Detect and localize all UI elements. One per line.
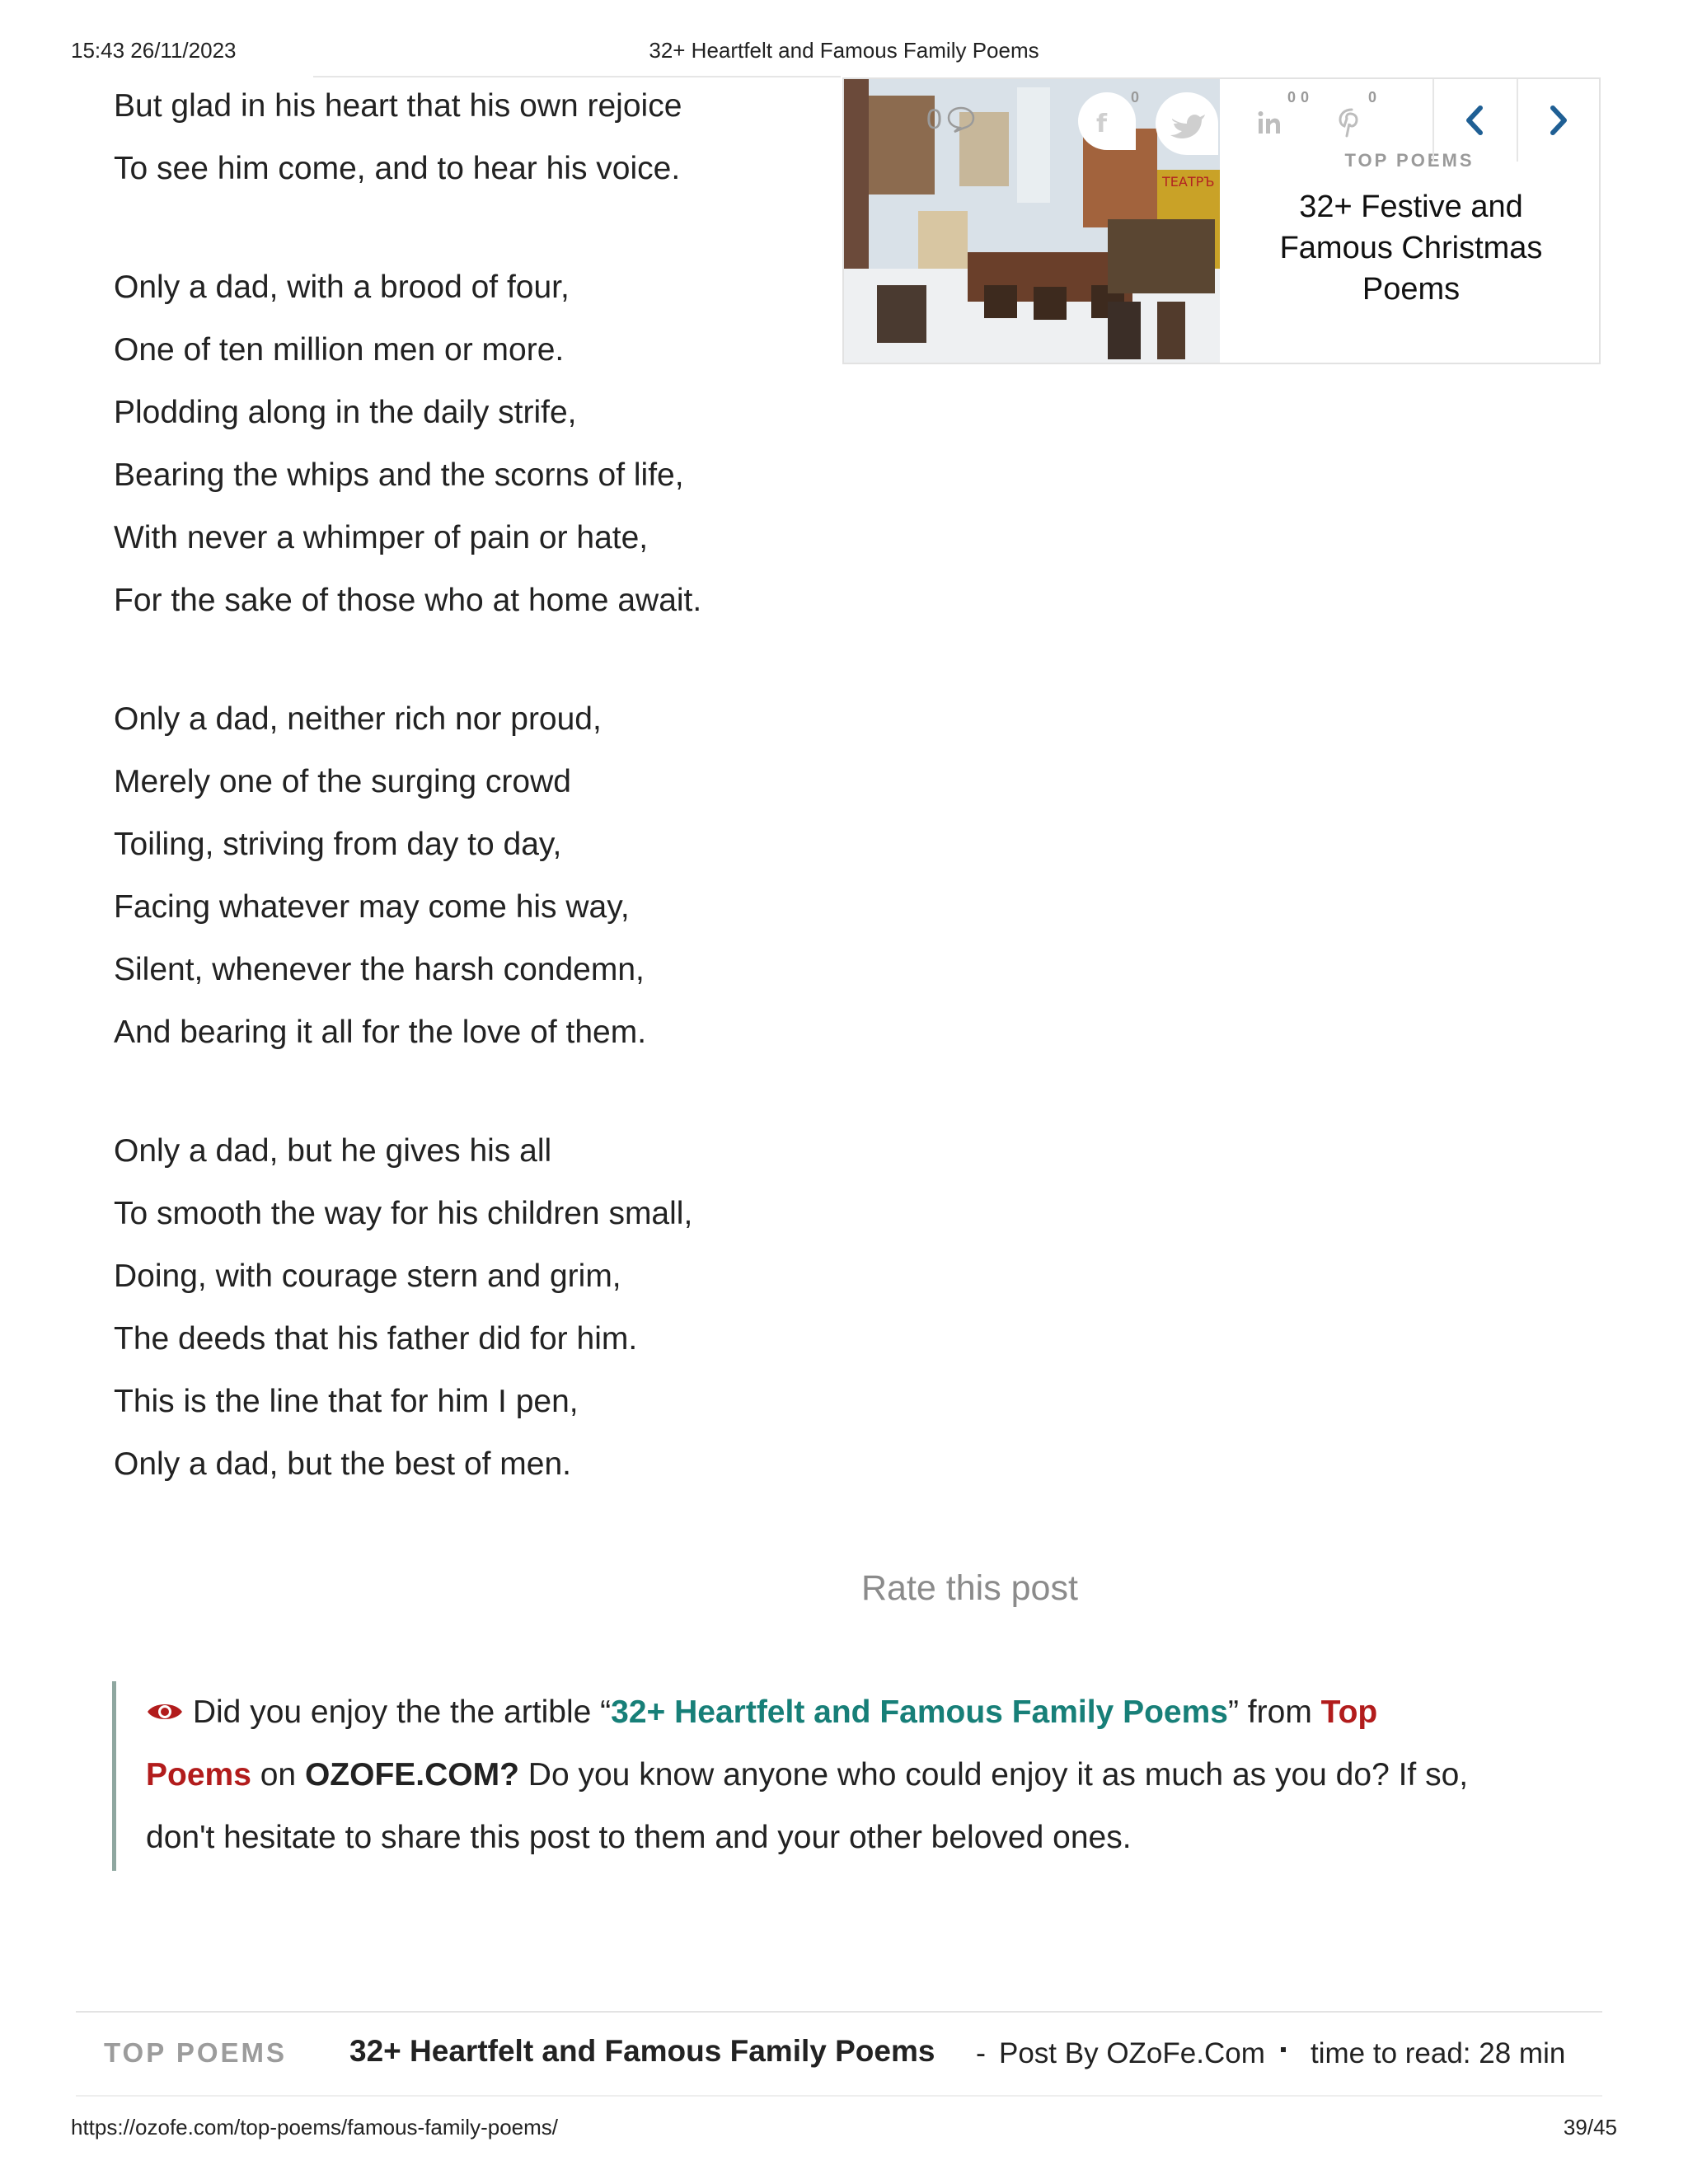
prompt-category-link-poems[interactable]: Poems (146, 1757, 251, 1793)
poem-line: Merely one of the surging crowd (114, 764, 571, 799)
prompt-prefix: Did you enjoy the the artible “ (184, 1694, 612, 1730)
comment-count-item[interactable] (923, 79, 989, 162)
prompt-category-link-top[interactable]: Top (1320, 1694, 1378, 1730)
eye-icon (146, 1699, 184, 1724)
rate-this-post[interactable]: Rate this post (861, 1568, 1078, 1608)
prompt-article-link[interactable]: 32+ Heartfelt and Famous Family Poems (611, 1694, 1228, 1730)
prompt-site-name: OZOFE.COM? (304, 1757, 519, 1793)
poem-line: Only a dad, neither rich nor proud, (114, 701, 602, 737)
print-url: https://ozofe.com/top-poems/famous-family-poems/ (71, 2115, 559, 2139)
stanza-gap (114, 1071, 823, 1127)
linkedin-icon (1256, 109, 1284, 137)
top-divider (313, 76, 841, 77)
poem-line: To see him come, and to hear his voice. (114, 151, 681, 186)
poem-line: But glad in his heart that his own rejoice (114, 88, 682, 124)
twitter-count: 0 (1301, 89, 1310, 105)
bar-author: Post By OZoFe.Com (999, 2037, 1265, 2069)
poem-line: This is the line that for him I pen, (114, 1384, 579, 1419)
prompt-on: on (251, 1757, 305, 1793)
bar-dot-separator (1281, 2047, 1286, 2052)
twitter-icon (1152, 89, 1221, 158)
poem-line: Toiling, striving from day to day, (114, 827, 562, 862)
share-prompt-line-3: don't hesitate to share this post to them and your other beloved ones. (146, 1820, 1132, 1855)
share-prompt-line-1 (146, 1681, 1563, 1744)
bar-post-title: 32+ Heartfelt and Famous Family Poems (349, 2034, 935, 2068)
next-post-button[interactable] (1517, 79, 1599, 162)
prompt-suffix-1: Do you know anyone who could enjoy it as much as you do? If so, (518, 1757, 1469, 1793)
twitter-share[interactable] (1152, 79, 1226, 162)
stanza-gap (114, 640, 823, 696)
poem-line: Bearing the whips and the scorns of life, (114, 457, 684, 493)
chevron-right-icon (1546, 104, 1571, 137)
pinterest-count: 0 (1368, 89, 1377, 105)
poem-line: The deeds that his father did for him. (114, 1321, 638, 1357)
poem-line: Facing whatever may come his way, (114, 889, 630, 925)
image-sign-text: ТЕАТРЪ (1162, 174, 1215, 190)
print-page-number: 39/45 (1563, 2115, 1617, 2139)
pinterest-share[interactable] (1334, 79, 1400, 162)
poem-line: Doing, with courage stern and grim, (114, 1258, 621, 1294)
comment-icon (946, 105, 976, 134)
share-bar (926, 79, 1601, 162)
stanza-gap (114, 208, 823, 264)
linkedin-count: 0 (1287, 89, 1296, 105)
poem-line: And bearing it all for the love of them. (114, 1015, 647, 1050)
poem-line: One of ten million men or more. (114, 332, 565, 368)
poem-line: Only a dad, but he gives his all (114, 1133, 552, 1169)
share-prompt-box (112, 1681, 1563, 1871)
pinterest-icon (1337, 107, 1367, 138)
bar-read-time: time to read: 28 min (1311, 2037, 1566, 2069)
poem-line: To smooth the way for his children small, (114, 1196, 693, 1231)
poem-text (114, 82, 823, 1503)
facebook-icon (1075, 89, 1139, 153)
poem-line: Only a dad, with a brood of four, (114, 269, 570, 305)
facebook-share[interactable] (1071, 79, 1146, 162)
print-header (0, 38, 1688, 71)
poem-line: Plodding along in the daily strife, (114, 395, 577, 430)
sticky-post-bar (76, 2011, 1602, 2097)
svg-text:f: f (1096, 110, 1108, 138)
facebook-count: 0 (1131, 89, 1140, 105)
poem-line: Only a dad, but the best of men. (114, 1446, 572, 1482)
poem-line: For the sake of those who at home await. (114, 583, 702, 618)
prompt-from: ” from (1227, 1694, 1321, 1730)
poem-line: Silent, whenever the harsh condemn, (114, 952, 645, 987)
card-category-label: TOP POEMS (1344, 150, 1475, 171)
prev-post-button[interactable] (1432, 79, 1515, 162)
comment-count: 0 (926, 104, 942, 135)
print-timestamp: 15:43 26/11/2023 (71, 38, 237, 63)
bar-category-label[interactable]: TOP POEMS (104, 2037, 288, 2068)
share-prompt-line-2 (146, 1744, 1563, 1807)
chevron-left-icon (1462, 104, 1487, 137)
print-page-title: 32+ Heartfelt and Famous Family Poems (649, 38, 1039, 63)
card-post-title[interactable]: 32+ Festive and Famous Christmas Poems (1279, 190, 1543, 307)
bar-separator: - (976, 2036, 986, 2069)
poem-line: With never a whimper of pain or hate, (114, 520, 649, 555)
